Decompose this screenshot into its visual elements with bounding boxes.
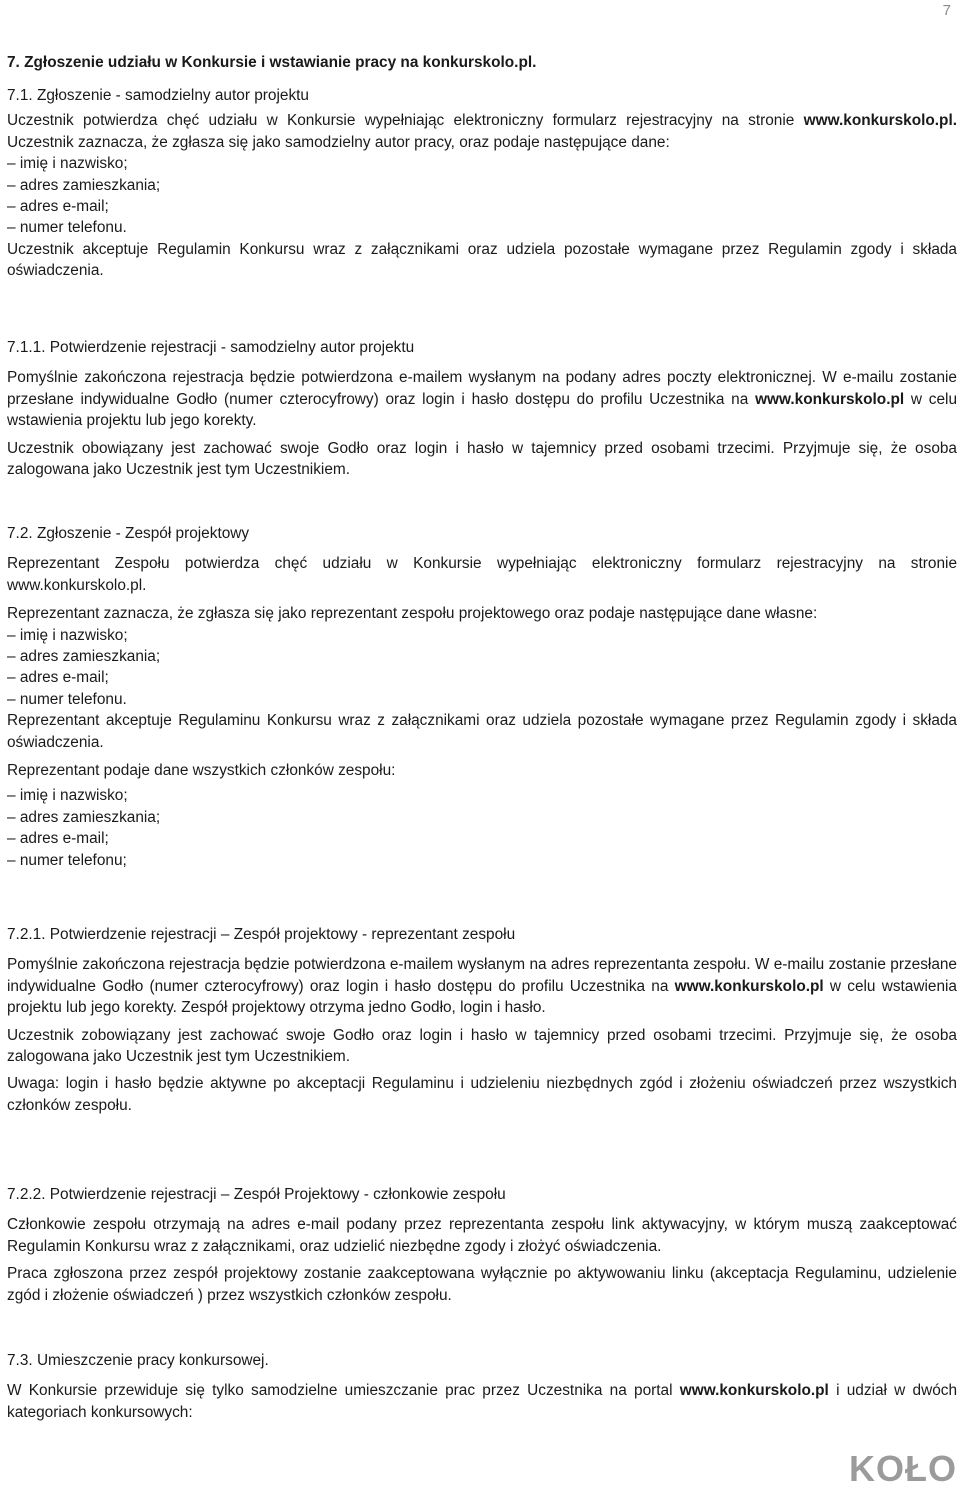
text-span: w celu wstawienia projektu lub jego korekty. [7,390,957,430]
website-link[interactable]: www.konkurskolo.pl [679,1382,829,1400]
text-span: i udział w dwóch kategoriach konkursowych: [7,1382,958,1421]
text-span: Reprezentant Zespołu potwierdza chęć udziału w Konkursie wypełniając elektroniczny formularz rejestracyjny na stronie [7,555,957,573]
text-span: w celu wstawienia projektu lub jego korekty. Zespół projektowy otrzyma jedno Godło, login i hasło. [7,977,957,1017]
list-item: – numer telefonu. [7,217,957,238]
list-item: – adres zamieszkania; [7,807,957,828]
section-7-3-title: 7.3. Umieszczenie pracy konkursowej. [7,1352,269,1369]
representative-data-list [7,625,957,711]
section-7-2-1 [7,924,957,1116]
website-link[interactable]: www.konkurskolo.pl [755,390,905,408]
section-7-2-paragraph-4: Reprezentant podaje dane wszystkich członków zespołu: [7,762,396,780]
section-7-1-1-title: 7.1.1. Potwierdzenie rejestracji - samodzielny autor projektu [7,339,415,356]
section-7-1-title: 7.1. Zgłoszenie - samodzielny autor projektu [7,87,309,104]
page-number: 7 [942,2,951,19]
section-7-1-1-paragraph-1 [7,367,957,431]
list-item: – numer telefonu. [7,689,957,710]
text-span: Uczestnik zaznacza, że zgłasza się jako samodzielny autor pracy, oraz podaje następujące dane: [7,133,670,151]
section-7-2-paragraph-1 [7,553,957,596]
list-item: – adres e-mail; [7,667,957,688]
section-7-2-paragraph-3: Reprezentant akceptuje Regulaminu Konkursu wraz z załącznikami oraz udziela pozostałe wymagane przez Regulamin zgody i składa oświadczenia. [7,712,957,751]
section-7-2-1-title: 7.2.1. Potwierdzenie rejestracji – Zespół projektowy - reprezentant zespołu [7,926,516,943]
section-7-2-2-paragraph-2: Praca zgłoszona przez zespół projektowy zostanie zaakceptowana wyłącznie po aktywowaniu linku (akceptacja Regulaminu, udzielenie zgód i złożenie oświadczeń ) przez wszystkich członków zespołu. [7,1265,957,1304]
kolo-logo: KOŁO [849,1448,957,1489]
website-link[interactable]: www.konkurskolo.pl. [803,112,957,130]
list-item: – imię i nazwisko; [7,785,957,806]
list-item: – imię i nazwisko; [7,625,957,646]
list-item: – adres zamieszkania; [7,646,957,667]
text-span: W Konkursie przewiduje się tylko samodzielne umieszczanie prac przez Uczestnika na portal [7,1382,680,1400]
participant-data-list [7,153,957,239]
section-7-1-paragraph-1 [7,110,957,153]
website-link[interactable]: www.konkurskolo.pl. [7,576,147,594]
section-7-1-1 [7,337,957,480]
section-7-1-1-paragraph-2: Uczestnik obowiązany jest zachować swoje Godło oraz login i hasło w tajemnicy przed osobami trzecimi. Przyjmuje się, że osoba zalogowana jako Uczestnik jest tym Uczestnikiem. [7,439,957,479]
section-7-2-1-paragraph-1 [7,954,957,1018]
section-7-2 [7,523,957,871]
section-7-2-2-title: 7.2.2. Potwierdzenie rejestracji – Zespół Projektowy - członkowie zespołu [7,1186,506,1203]
text-span: Uczestnik potwierdza chęć udziału w Konkursie wypełniając elektroniczny formularz rejestracyjny na stronie [7,112,804,130]
section-7-3 [7,1350,957,1423]
website-link[interactable]: www.konkurskolo.pl [674,977,824,995]
section-7-2-2 [7,1184,957,1306]
section-7-2-2-paragraph-1: Członkowie zespołu otrzymają na adres e-mail podany przez reprezentanta zespołu link aktywacyjny, w którym muszą zaakceptować Regulamin Konkursu wraz z załącznikami, oraz udzielić niezbędne zgody i złożyć oświadczenia. [7,1216,957,1255]
text-span: Pomyślnie zakończona rejestracja będzie potwierdzona e-mailem wysłanym na podany adres poczty elektronicznej. W e-mailu zostanie przesłane indywidualne Godło (numer czterocyfrowy) oraz login i hasło dostępu do profilu Uczestnika na [7,369,957,408]
section-heading: 7. Zgłoszenie udziału w Konkursie i wstawianie pracy na konkurskolo.pl. [7,54,537,71]
members-data-list [7,785,957,871]
list-item: – numer telefonu; [7,850,957,871]
section-7-2-paragraph-2: Reprezentant zaznacza, że zgłasza się jako reprezentant zespołu projektowego oraz podaje następujące dane własne: [7,605,818,623]
section-7-2-1-paragraph-3: Uwaga: login i hasło będzie aktywne po akceptacji Regulaminu i udzieleniu niezbędnych zgód i złożeniu oświadczeń przez wszystkich członków zespołu. [7,1075,957,1114]
list-item: – adres e-mail; [7,196,957,217]
section-7-2-1-paragraph-2: Uczestnik zobowiązany jest zachować swoje Godło oraz login i hasło w tajemnicy przed osobami trzecimi. Przyjmuje się, że osoba zalogowana jako Uczestnik jest tym Uczestnikiem. [7,1026,957,1066]
list-item: – adres zamieszkania; [7,175,957,196]
section-7-2-title: 7.2. Zgłoszenie - Zespół projektowy [7,525,250,542]
section-7-1 [7,85,957,282]
list-item: – imię i nazwisko; [7,153,957,174]
text-span: Pomyślnie zakończona rejestracja będzie potwierdzona e-mailem wysłanym na adres reprezentanta zespołu. W e-mailu zostanie przesłane indywidualne Godło (numer czterocyfrowy) oraz login i hasło dostępu do profilu Uczestnika na [7,956,957,995]
section-7-3-paragraph-1 [7,1380,957,1423]
section-7-1-paragraph-2: Uczestnik akceptuje Regulamin Konkursu wraz z załącznikami oraz udziela pozostałe wymagane przez Regulamin zgody i składa oświadczenia. [7,240,957,280]
list-item: – adres e-mail; [7,828,957,849]
